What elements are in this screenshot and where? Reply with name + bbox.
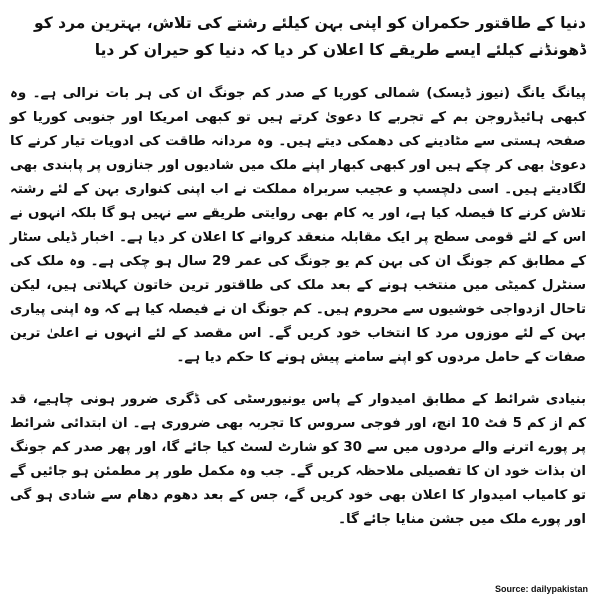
article-headline: دنیا کے طاقتور حکمران کو اپنی بہن کیلئے رشتے کی تلاش، بہترین مرد کو ڈھونڈنے کیلئے ایسے طریقے کا اعلان کر دیا کہ دنیا کو حیران کر دیا [34,14,586,59]
article-body [10,82,586,532]
source-credit: Source: dailypakistan [494,584,588,594]
article-paragraph-2: بنیادی شرائط کے مطابق امیدوار کے پاس یونیورسٹی کی ڈگری ضرور ہونی چاہیے، قد کم از کم 5 فٹ 10 انچ، اور فوجی سروس کا تجربہ بھی ضروری ہے۔ ان ابتدائی شرائط پر پورے اترنے والے مردوں میں سے 30 کو شارٹ لسٹ کیا جائے گا، اور پھر صدر کم جونگ ان بذات خود ان کا تفصیلی ملاحظہ کریں گے۔ جب وہ مکمل طور پر مطمئن ہو جائیں گے تو کامیاب امیدوار کا اعلان بھی خود کریں گے، جس کے بعد دھوم دھام سے شادی ہو گی اور پورے ملک میں جشن منایا جائے گا۔ [10,392,586,527]
article-paragraph-1: پیانگ یانگ (نیوز ڈیسک) شمالی کوریا کے صدر کم جونگ ان کی ہر بات نرالی ہے۔ وہ کبھی ہائیڈروجن بم کے تجربے کا دعویٰ کرتے ہیں تو کبھی امریکا اور جنوبی کوریا کو صفحہ ہستی سے مٹادینے کی دھمکی دیتے ہیں۔ وہ مردانہ طاقت کی ادویات تیار کرنے کا دعویٰ بھی کر چکے ہیں اور کبھی کبھار اپنے ملک میں شادیوں اور جنازوں پر پابندی بھی لگادیتے ہیں۔ اسی دلچسپ و عجیب سربراہ مملکت نے اب اپنی کنواری بہن کے لئے رشتہ تلاش کرنے کا فیصلہ کیا ہے، اور یہ کام بھی روایتی طریقے سے نہیں ہو گا بلکہ انہوں نے اس کے لئے قومی سطح پر ایک مقابلہ منعقد کروانے کا اعلان کر دیا ہے۔ اخبار ڈیلی سٹار کے مطابق کم جونگ ان کی بہن کم یو جونگ کی عمر 29 سال ہو چکی ہے۔ وہ ملک کی سنٹرل کمیٹی میں منتخب ہونے کے بعد ملک کی طاقتور ترین خاتون کہلاتی ہیں، لیکن تاحال ازدواجی خوشیوں سے محروم ہیں۔ کم جونگ ان نے فیصلہ کیا ہے کہ وہ اپنی پیاری بہن کے لئے موزوں مرد کا انتخاب خود کریں گے۔ اس مقصد کے لئے انہوں نے اعلیٰ ترین صفات کے حامل مردوں کو اپنے سامنے پیش ہونے کا حکم دیا ہے۔ [10,86,586,365]
